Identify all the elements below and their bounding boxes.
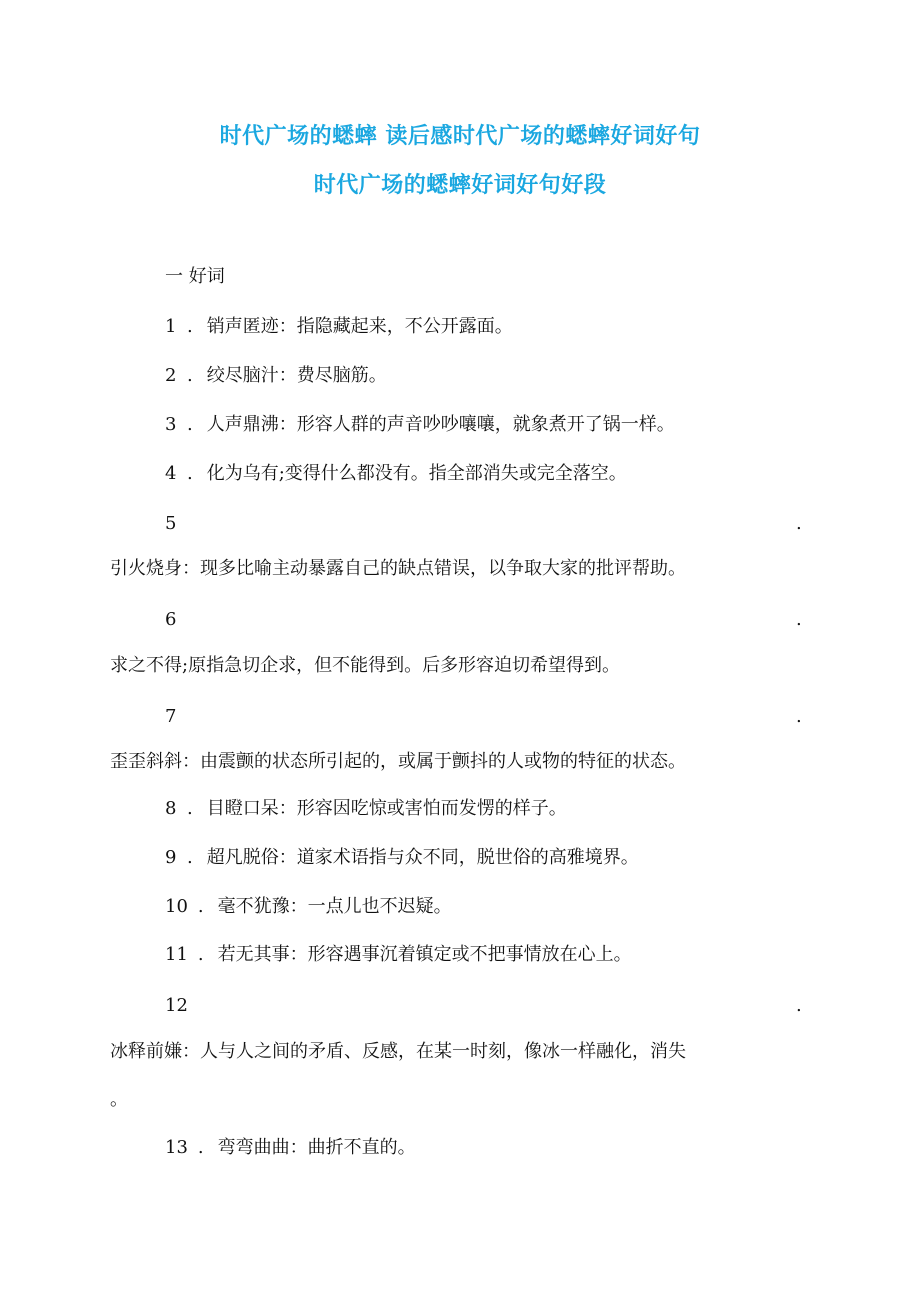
item-text: 超凡脱俗：道家术语指与众不同，脱世俗的高雅境界。	[206, 847, 639, 868]
list-item	[165, 846, 639, 870]
document-title-line2: 时代广场的蟋蟀好词好句好段	[313, 173, 607, 198]
list-item	[165, 895, 452, 919]
item-separator: .	[796, 995, 802, 1016]
item-separator: .	[197, 896, 204, 917]
item-number: 9	[165, 847, 177, 868]
item-separator: .	[796, 609, 802, 630]
item-text-continuation: 。	[110, 1089, 128, 1110]
item-number: 13	[165, 1137, 188, 1158]
item-number: 7	[165, 706, 177, 727]
item-number: 5	[165, 513, 177, 534]
item-number: 1	[165, 316, 177, 337]
list-item	[165, 315, 513, 339]
item-text: 弯弯曲曲：曲折不直的。	[217, 1137, 416, 1158]
item-separator: .	[796, 513, 802, 534]
list-item	[165, 364, 387, 388]
item-text: 销声匿迹：指隐藏起来，不公开露面。	[206, 316, 513, 337]
item-separator: .	[197, 944, 204, 965]
item-separator: .	[187, 365, 193, 386]
item-text: 化为乌有;变得什么都没有。指全部消失或完全落空。	[206, 463, 627, 484]
item-number: 3	[165, 414, 177, 435]
item-separator: .	[197, 1137, 204, 1158]
item-text: 毫不犹豫：一点儿也不迟疑。	[217, 896, 452, 917]
item-number: 11	[165, 944, 188, 965]
list-item	[165, 1136, 416, 1160]
item-text: 引火烧身：现多比喻主动暴露自己的缺点错误，以争取大家的批评帮助。	[110, 558, 686, 579]
item-number: 6	[165, 609, 177, 630]
item-text: 冰释前嫌：人与人之间的矛盾、反感，在某一时刻，像冰一样融化，消失	[110, 1041, 686, 1062]
item-number: 12	[165, 995, 188, 1016]
item-number: 8	[165, 798, 177, 819]
item-text: 目瞪口呆：形容因吃惊或害怕而发愣的样子。	[206, 798, 567, 819]
item-separator: .	[796, 706, 802, 727]
item-text: 若无其事：形容遇事沉着镇定或不把事情放在心上。	[217, 944, 632, 965]
item-separator: .	[187, 414, 193, 435]
list-item	[165, 943, 632, 967]
item-text: 绞尽脑汁：费尽脑筋。	[206, 365, 387, 386]
item-separator: .	[187, 798, 193, 819]
item-separator: .	[187, 847, 193, 868]
section-heading: 一 好词	[165, 266, 225, 287]
list-item	[165, 797, 567, 821]
item-number: 2	[165, 365, 177, 386]
item-number: 10	[165, 896, 188, 917]
document-title-line1: 时代广场的蟋蟀 读后感时代广场的蟋蟀好词好句	[219, 124, 701, 149]
item-text: 人声鼎沸：形容人群的声音吵吵嚷嚷，就象煮开了锅一样。	[206, 414, 675, 435]
item-text: 歪歪斜斜：由震颤的状态所引起的，或属于颤抖的人或物的特征的状态。	[110, 751, 686, 772]
item-separator: .	[187, 316, 193, 337]
item-number: 4	[165, 463, 177, 484]
list-item	[165, 413, 675, 437]
list-item	[165, 462, 627, 486]
item-separator: .	[187, 463, 193, 484]
item-text: 求之不得;原指急切企求，但不能得到。后多形容迫切希望得到。	[110, 655, 621, 676]
